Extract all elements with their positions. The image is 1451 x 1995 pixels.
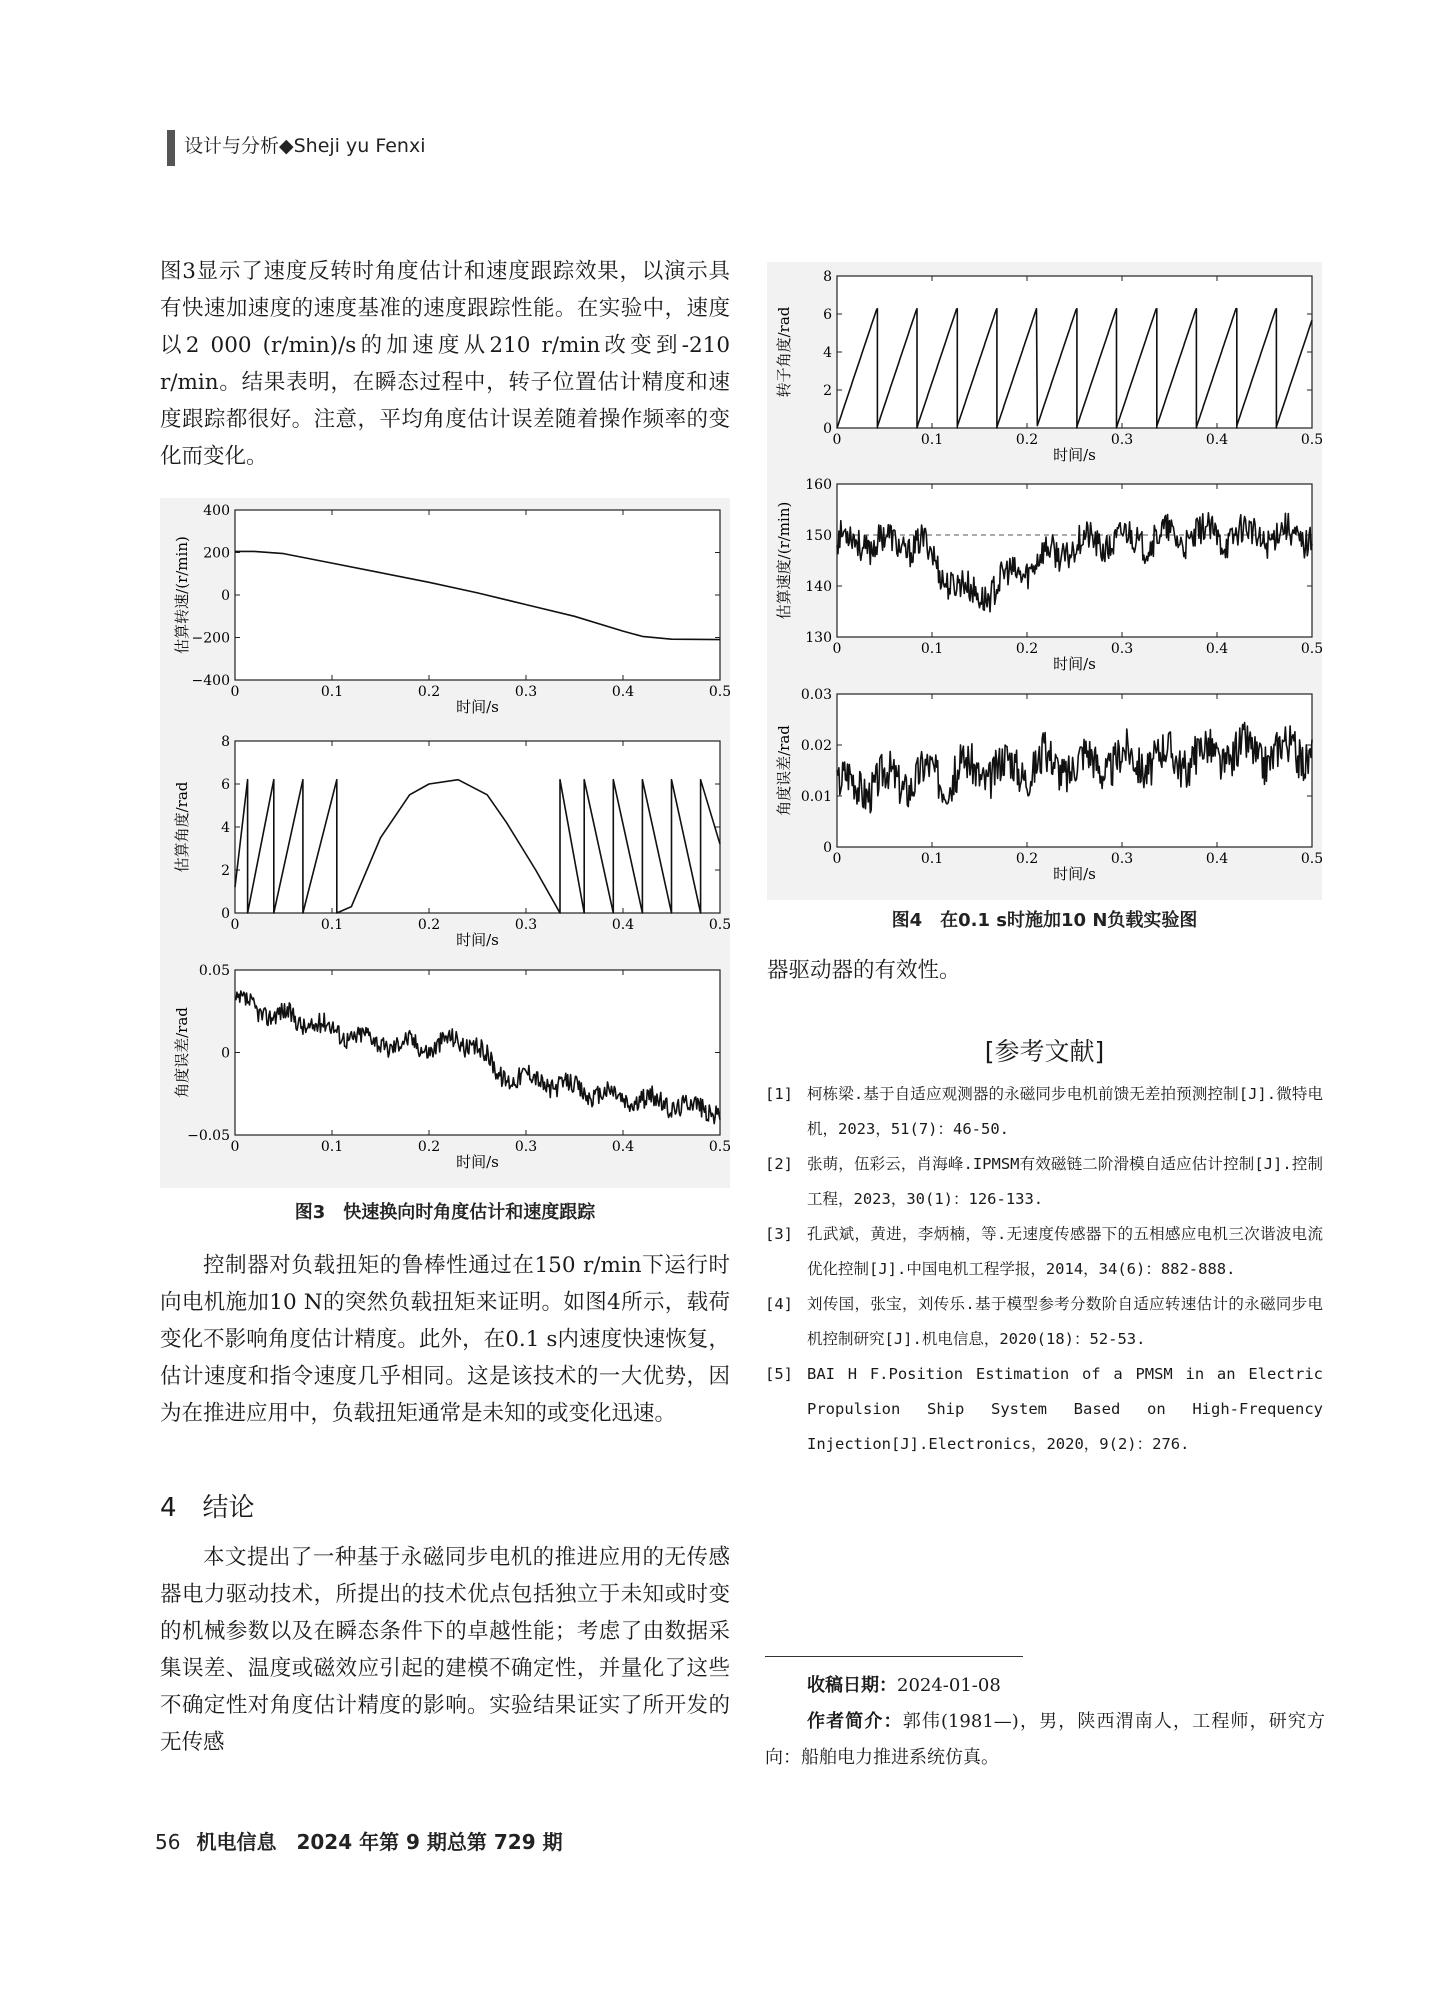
reference-item — [765, 1217, 1323, 1287]
reference-number: [5] — [765, 1365, 793, 1383]
x-tick-label: 0.3 — [514, 917, 538, 933]
x-tick-label: 0.5 — [708, 917, 730, 933]
x-tick-label: 0.1 — [320, 1139, 344, 1155]
y-tick-label: 2 — [823, 383, 832, 399]
y-axis-label: 转子角度/rad — [775, 306, 793, 398]
paragraph-continuation — [767, 952, 1322, 989]
x-tick-label: 0.3 — [1110, 851, 1134, 867]
footnote — [765, 1668, 1325, 1776]
reference-text: 孔武斌，黄进，李炳楠，等.无速度传感器下的五相感应电机三次谐波电流优化控制[J].中国电机工程学报，2014，34(6)：882-888. — [807, 1225, 1323, 1278]
x-tick-label: 0.4 — [1205, 641, 1229, 657]
y-tick-label: 4 — [823, 345, 832, 361]
x-tick-label: 0.5 — [708, 684, 730, 700]
figure-4 — [767, 262, 1322, 900]
x-tick-label: 0.3 — [1110, 641, 1134, 657]
page-footer — [155, 1826, 563, 1855]
paragraph-text: 器驱动器的有效性。 — [767, 958, 961, 983]
reference-text: 刘传国，张宝，刘传乐.基于模型参考分数阶自适应转速估计的永磁同步电机控制研究[J].机电信息，2020(18)：52-53. — [807, 1295, 1323, 1348]
y-tick-label: 140 — [805, 579, 832, 595]
figure-3-charts — [160, 498, 730, 1188]
chart-fig4b — [775, 477, 1322, 673]
plot-area — [235, 510, 720, 680]
y-tick-label: 0.01 — [800, 789, 832, 805]
header-bar — [167, 130, 175, 166]
x-axis-label: 时间/s — [456, 1153, 499, 1171]
x-tick-label: 0.3 — [1110, 432, 1134, 448]
chart-fig3c — [173, 963, 730, 1171]
reference-item — [765, 1077, 1323, 1147]
x-tick-label: 0.1 — [920, 641, 944, 657]
figure-3 — [160, 498, 730, 1188]
author-label: 作者简介： — [807, 1711, 903, 1732]
y-tick-label: 8 — [823, 269, 832, 285]
paragraph-text: 控制器对负载扭矩的鲁棒性通过在150 r/min下运行时向电机施加10 N的突然负载扭矩来证明。如图4所示，载荷变化不影响角度估计精度。此外，在0.1 s内速度快速恢复，估计速度和指令速度几乎相同。这是该技术的一大优势，因为在推进应用中，负载扭矩通常是未知的或变化迅速。 — [160, 1253, 730, 1426]
x-tick-label: 0.5 — [1300, 641, 1322, 657]
author-text: 郭伟(1981—)，男，陕西渭南人，工程师，研究方向：船舶电力推进系统仿真。 — [765, 1711, 1325, 1768]
x-axis-label: 时间/s — [456, 698, 499, 716]
y-tick-label: 0.02 — [800, 738, 832, 754]
reference-text: BAI H F.Position Estimation of a PMSM in an Electric Propulsion Ship System Based on High-Frequency Injection[J].Electronics，2020，9(2)：276. — [807, 1365, 1323, 1453]
paragraph-load-torque — [160, 1247, 730, 1432]
x-tick-label: 0.2 — [417, 1139, 441, 1155]
x-tick-label: 0.1 — [320, 917, 344, 933]
reference-list — [765, 1077, 1323, 1462]
x-tick-label: 0 — [832, 432, 842, 448]
y-tick-label: −200 — [191, 630, 230, 647]
reference-text: 柯栋梁.基于自适应观测器的永磁同步电机前馈无差拍预测控制[J].微特电机，2023，51(7)：46-50. — [807, 1085, 1323, 1138]
x-tick-label: 0.2 — [417, 684, 441, 700]
reference-number: [1] — [765, 1085, 793, 1103]
x-tick-label: 0 — [832, 851, 842, 867]
x-tick-label: 0.4 — [611, 684, 635, 700]
reference-text: 张萌，伍彩云，肖海峰.IPMSM有效磁链二阶滑模自适应估计控制[J].控制工程，2023，30(1)：126-133. — [807, 1155, 1323, 1208]
x-tick-label: 0 — [230, 684, 240, 700]
x-tick-label: 0.4 — [1205, 851, 1229, 867]
y-tick-label: 0 — [221, 906, 230, 922]
y-axis-label: 估算转速/(r/min) — [173, 536, 191, 654]
journal-info: 机电信息 2024 年第 9 期总第 729 期 — [196, 1830, 563, 1854]
reference-number: [3] — [765, 1225, 793, 1243]
reference-number: [4] — [765, 1295, 793, 1313]
x-tick-label: 0.2 — [1015, 641, 1039, 657]
y-tick-label: 0.03 — [800, 687, 832, 703]
figure-4-charts — [767, 262, 1322, 900]
paragraph-conclusion — [160, 1539, 730, 1761]
received-label: 收稿日期： — [807, 1675, 897, 1696]
chart-fig4a — [775, 269, 1322, 464]
y-tick-label: 130 — [805, 630, 832, 646]
x-tick-label: 0.3 — [514, 1139, 538, 1155]
author-bio — [765, 1704, 1325, 1776]
y-tick-label: −0.05 — [187, 1128, 230, 1144]
references-title: [参考文献] — [984, 1037, 1105, 1066]
y-tick-label: 200 — [203, 545, 230, 562]
y-tick-label: 400 — [203, 503, 230, 519]
section-heading-conclusion: 4 结论 — [160, 1493, 255, 1523]
x-tick-label: 0 — [230, 1139, 240, 1155]
y-tick-label: 0 — [221, 588, 230, 604]
plot-area — [837, 276, 1312, 428]
x-axis-label: 时间/s — [1053, 865, 1096, 883]
y-tick-label: 6 — [221, 777, 230, 793]
paragraph-text: 本文提出了一种基于永磁同步电机的推进应用的无传感器电力驱动技术，所提出的技术优点包括独立于未知或时变的机械参数以及在瞬态条件下的卓越性能；考虑了由数据采集误差、温度或磁效应引起的建模不确定性，并量化了这些不确定性对角度估计精度的影响。实验结果证实了所开发的无传感 — [160, 1545, 730, 1755]
x-tick-label: 0.3 — [514, 684, 538, 700]
paragraph-text: 图3显示了速度反转时角度估计和速度跟踪效果，以演示具有快速加速度的速度基准的速度跟踪性能。在实验中，速度以2 000 (r/min)/s的加速度从210 r/min改变到-210 r/min。结果表明，在瞬态过程中，转子位置估计精度和速度跟踪都很好。注意，平均角度估计误差随着操作频率的变化而变化。 — [160, 259, 730, 469]
y-tick-label: 0.05 — [198, 963, 230, 979]
reference-item — [765, 1287, 1323, 1357]
x-tick-label: 0.5 — [1300, 851, 1322, 867]
plot-area — [235, 741, 720, 913]
reference-item — [765, 1357, 1323, 1462]
x-tick-label: 0 — [832, 641, 842, 657]
x-tick-label: 0.5 — [1300, 432, 1322, 448]
page-number: 56 — [155, 1830, 181, 1854]
y-axis-label: 估算角度/rad — [173, 781, 191, 873]
y-tick-label: −400 — [191, 673, 230, 689]
x-axis-label: 时间/s — [456, 931, 499, 949]
y-axis-label: 角度误差/rad — [173, 1007, 191, 1098]
running-header: 设计与分析◆Sheji yu Fenxi — [184, 135, 426, 157]
x-tick-label: 0.2 — [1015, 851, 1039, 867]
x-tick-label: 0.2 — [417, 917, 441, 933]
x-tick-label: 0.1 — [320, 684, 344, 700]
x-tick-label: 0.1 — [920, 851, 944, 867]
y-tick-label: 8 — [221, 734, 230, 750]
paragraph-fig3-intro — [160, 253, 730, 475]
y-tick-label: 2 — [221, 863, 230, 879]
x-tick-label: 0.5 — [708, 1139, 730, 1155]
y-axis-label: 估算速度/(r/min) — [775, 501, 793, 620]
received-date-line — [765, 1668, 1325, 1704]
x-tick-label: 0.4 — [611, 917, 635, 933]
x-tick-label: 0.4 — [611, 1139, 635, 1155]
y-tick-label: 0 — [221, 1045, 230, 1062]
reference-item — [765, 1147, 1323, 1217]
x-tick-label: 0.1 — [920, 432, 944, 448]
x-tick-label: 0.4 — [1205, 432, 1229, 448]
y-tick-label: 160 — [805, 477, 832, 493]
y-tick-label: 150 — [805, 528, 832, 544]
footnote-divider — [765, 1656, 1023, 1657]
figure-3-caption: 图3 快速换向时角度估计和速度跟踪 — [294, 1202, 596, 1223]
received-date: 2024-01-08 — [897, 1675, 1001, 1696]
reference-number: [2] — [765, 1155, 793, 1173]
chart-fig3b — [173, 734, 730, 949]
figure-4-caption: 图4 在0.1 s时施加10 N负载实验图 — [891, 910, 1198, 931]
x-axis-label: 时间/s — [1053, 446, 1096, 464]
chart-fig3a — [173, 503, 730, 716]
x-axis-label: 时间/s — [1053, 655, 1096, 673]
y-tick-label: 0 — [823, 421, 832, 437]
chart-fig4c — [775, 687, 1322, 883]
y-axis-label: 角度误差/rad — [775, 725, 793, 816]
y-tick-label: 0 — [823, 840, 832, 856]
y-tick-label: 6 — [823, 307, 832, 323]
x-tick-label: 0 — [230, 917, 240, 933]
x-tick-label: 0.2 — [1015, 432, 1039, 448]
y-tick-label: 4 — [221, 820, 230, 836]
